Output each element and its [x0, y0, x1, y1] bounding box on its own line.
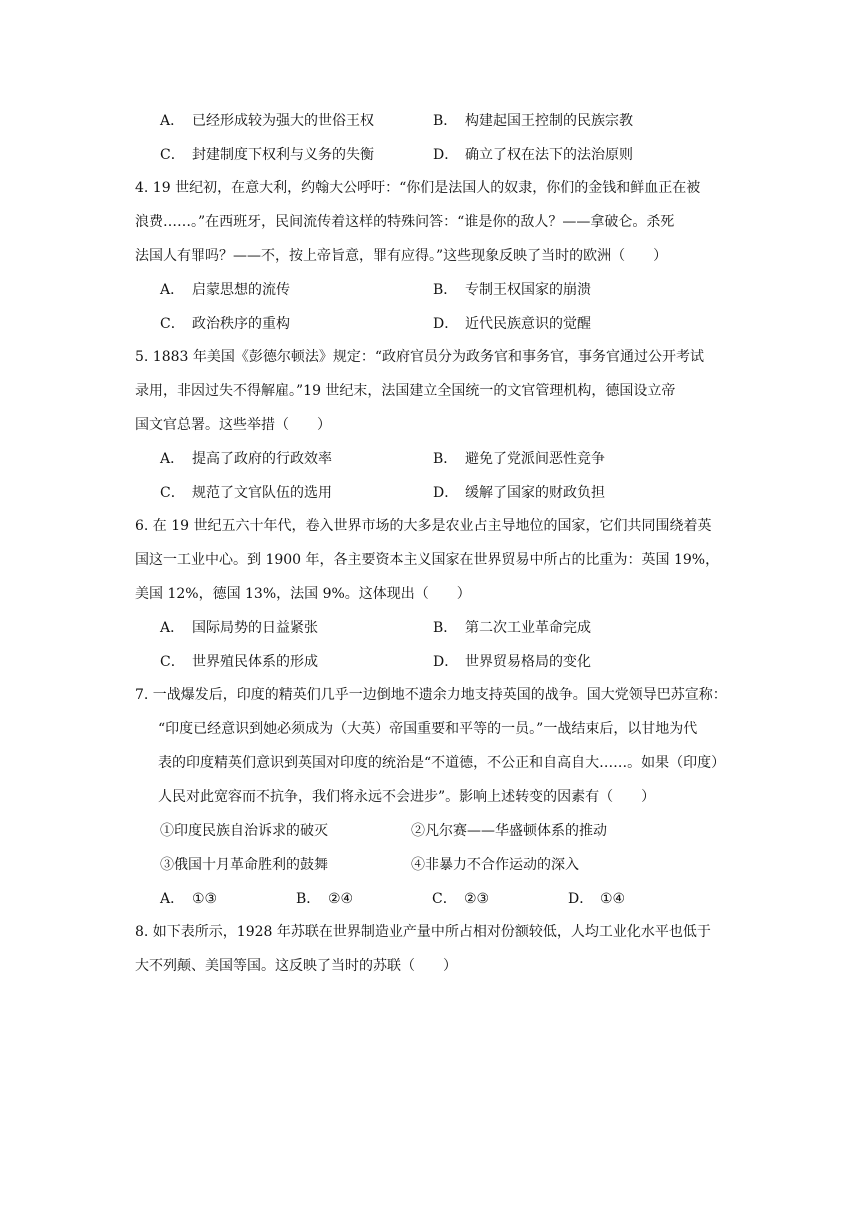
- q5-option-b[interactable]: B． 避免了党派间恶性竞争: [433, 451, 605, 467]
- q7-option-c[interactable]: C． ②③: [432, 891, 490, 907]
- q5-option-row: [160, 442, 720, 476]
- question-6-stem: [135, 509, 735, 611]
- q3-option-b[interactable]: B． 构建起国王控制的民族宗教: [433, 113, 633, 129]
- q7-option-a[interactable]: A． ①③: [160, 891, 218, 907]
- question-line: 国文官总署。这些举措（ ）: [135, 417, 331, 433]
- q5-option-row: [160, 476, 720, 510]
- q7-option-b[interactable]: B． ②④: [296, 891, 354, 907]
- q7-option-d[interactable]: D． ①④: [568, 891, 626, 907]
- q3-option-row: [160, 104, 720, 138]
- q7-statement-1: ①印度民族自治诉求的破灭: [160, 823, 328, 839]
- question-5-stem: [135, 340, 735, 442]
- q6-option-row: [160, 645, 720, 679]
- question-line: 表的印度精英们意识到英国对印度的统治是“不道德，不公正和自高自大……。如果（印度）: [158, 755, 726, 771]
- q3-options: [160, 104, 720, 172]
- q5-option-c[interactable]: C． 规范了文官队伍的选用: [160, 485, 332, 501]
- q7-statement-2: ②凡尔赛——华盛顿体系的推动: [411, 823, 607, 839]
- question-line: 8. 如下表所示，1928 年苏联在世界制造业产量中所占相对份额较低，人均工业化水平也低于: [135, 924, 711, 940]
- q6-option-d[interactable]: D． 世界贸易格局的变化: [433, 654, 591, 670]
- q5-options: [160, 442, 720, 510]
- q4-option-a[interactable]: A． 启蒙思想的流传: [160, 282, 290, 298]
- question-line: 7. 一战爆发后，印度的精英们几乎一边倒地不遗余力地支持英国的战争。国大党领导巴苏宣称：: [135, 687, 727, 703]
- q6-option-row: [160, 611, 720, 645]
- q4-options: [160, 273, 720, 341]
- q7-statement-row: [160, 814, 720, 848]
- q5-option-d[interactable]: D． 缓解了国家的财政负担: [433, 485, 605, 501]
- q4-option-b[interactable]: B． 专制王权国家的崩溃: [433, 282, 591, 298]
- q4-option-d[interactable]: D． 近代民族意识的觉醒: [433, 316, 591, 332]
- question-line: 大不列颠、美国等国。这反映了当时的苏联（ ）: [135, 958, 457, 974]
- q3-option-d[interactable]: D． 确立了权在法下的法治原则: [433, 147, 633, 163]
- q4-option-row: [160, 273, 720, 307]
- q7-options: [160, 882, 720, 916]
- question-line: 法国人有罪吗？——不，按上帝旨意，罪有应得。”这些现象反映了当时的欧洲（ ）: [135, 248, 668, 264]
- q6-option-a[interactable]: A． 国际局势的日益紧张: [160, 620, 318, 636]
- question-line: 美国 12%，德国 13%，法国 9%。这体现出（ ）: [135, 586, 471, 602]
- q6-option-c[interactable]: C． 世界殖民体系的形成: [160, 654, 318, 670]
- question-line: 5. 1883 年美国《彭德尔顿法》规定：“政府官员分为政务官和事务官，事务官通过公开考试: [135, 349, 705, 365]
- question-7-stem: [135, 678, 735, 814]
- q7-statement-row: [160, 848, 720, 882]
- q6-options: [160, 611, 720, 679]
- question-line: 浪费……。”在西班牙，民间流传着这样的特殊问答：“谁是你的敌人？——拿破仑。杀死: [135, 214, 675, 230]
- q7-statement-4: ④非暴力不合作运动的深入: [411, 857, 579, 873]
- q3-option-row: [160, 138, 720, 172]
- q3-option-c[interactable]: C． 封建制度下权利与义务的失衡: [160, 147, 374, 163]
- q6-option-b[interactable]: B． 第二次工业革命完成: [433, 620, 591, 636]
- question-line: “印度已经意识到她必须成为（大英）帝国重要和平等的一员。”一战结束后，以甘地为代: [158, 721, 698, 737]
- question-line: 6. 在 19 世纪五六十年代，卷入世界市场的大多是农业占主导地位的国家，它们共同围绕着英: [135, 518, 712, 534]
- q5-option-a[interactable]: A． 提高了政府的行政效率: [160, 451, 332, 467]
- question-line: 人民对此宽容而不抗争，我们将永远不会进步”。影响上述转变的因素有（ ）: [158, 789, 656, 805]
- q7-statements: [160, 814, 720, 882]
- question-line: 录用，非因过失不得解雇。”19 世纪末，法国建立全国统一的文官管理机构，德国设立帝: [135, 383, 676, 399]
- question-8-stem: [135, 915, 735, 983]
- q3-option-a[interactable]: A． 已经形成较为强大的世俗王权: [160, 113, 374, 129]
- q4-option-row: [160, 307, 720, 341]
- q7-option-row: [160, 882, 720, 916]
- question-line: 4. 19 世纪初，在意大利，约翰大公呼吁：“你们是法国人的奴隶，你们的金钱和鲜血正在被: [135, 180, 701, 196]
- q7-statement-3: ③俄国十月革命胜利的鼓舞: [160, 857, 328, 873]
- q4-option-c[interactable]: C． 政治秩序的重构: [160, 316, 290, 332]
- question-4-stem: [135, 171, 735, 273]
- question-line: 国这一工业中心。到 1900 年，各主要资本主义国家在世界贸易中所占的比重为：英国 19%，: [135, 552, 720, 568]
